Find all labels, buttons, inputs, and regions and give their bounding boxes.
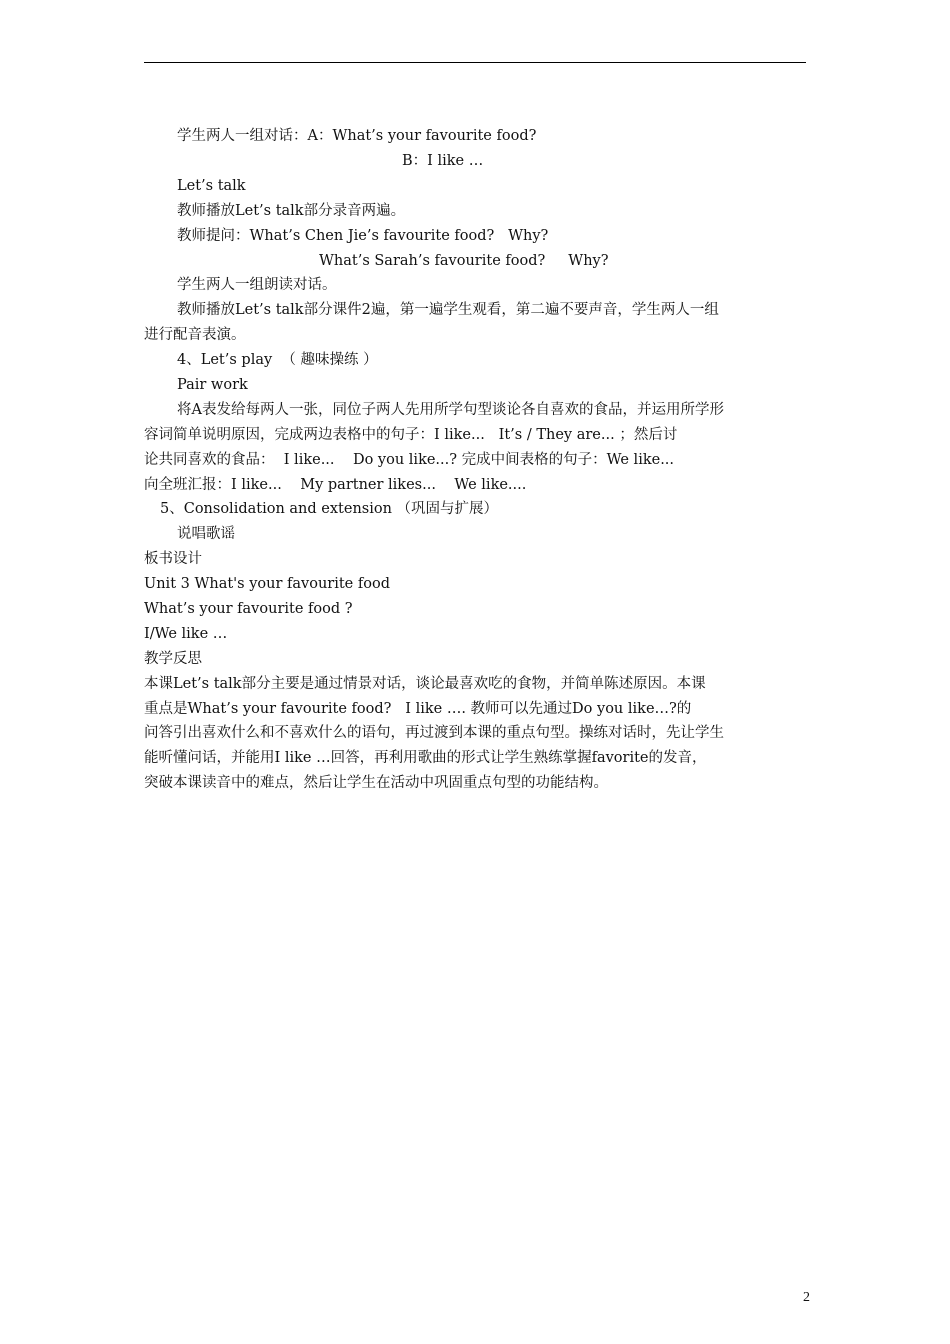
section-heading: 5、Consolidation and extension （巩固与扩展）	[160, 501, 499, 517]
text-line: What’s your favourite food ?	[144, 601, 353, 617]
text-line: 进行配音表演。	[144, 327, 246, 343]
section-heading: 教学反思	[144, 651, 202, 667]
text-line: 教师提问：What’s Chen Jie’s favourite food? Why?	[177, 228, 549, 244]
text-line: I/We like …	[144, 626, 228, 642]
page-number: 2	[803, 1290, 810, 1305]
text-line: 重点是What’s your favourite food? I like …. 教师可以先通过Do you like…?的	[144, 701, 692, 717]
text-line: 论共同喜欢的食品： I like... Do you like...? 完成中间表格的句子：We like...	[144, 452, 675, 468]
text-line: 向全班汇报：I like... My partner likes... We like....	[144, 477, 527, 493]
text-line: 容词简单说明原因，完成两边表格中的句子：I like... It’s / They are... ；然后讨	[144, 427, 678, 443]
text-line: 学生两人一组对话：A：What’s your favourite food?	[177, 128, 537, 144]
text-line: Pair work	[177, 377, 248, 393]
text-line: B：I like …	[402, 153, 484, 169]
text-line: 学生两人一组朗读对话。	[177, 277, 337, 293]
text-line: Unit 3 What's your favourite food	[144, 576, 390, 592]
text-line: 教师播放Let’s talk部分录音两遍。	[177, 203, 406, 219]
text-line: 能听懂问话，并能用I like …回答，再利用歌曲的形式让学生熟练掌握favorite的发音，	[144, 750, 707, 766]
text-line: Let’s talk	[177, 178, 246, 194]
text-line: 突破本课读音中的难点，然后让学生在活动中巩固重点句型的功能结构。	[144, 775, 608, 791]
section-heading: 4、Let’s play （ 趣味操练 ）	[177, 352, 378, 368]
text-line: 问答引出喜欢什么和不喜欢什么的语句，再过渡到本课的重点句型。操练对话时，先让学生	[144, 725, 724, 741]
text-line: 将A表发给每两人一张，同位子两人先用所学句型谈论各自喜欢的食品，并运用所学形	[177, 402, 724, 418]
text-line: 说唱歌谣	[177, 526, 235, 542]
section-heading: 板书设计	[144, 551, 202, 567]
text-line: What’s Sarah’s favourite food? Why?	[319, 253, 609, 269]
text-line: 教师播放Let’s talk部分课件2遍，第一遍学生观看，第二遍不要声音，学生两人一组	[177, 302, 719, 318]
header-rule	[144, 62, 806, 63]
text-line: 本课Let’s talk部分主要是通过情景对话，谈论最喜欢吃的食物，并简单陈述原因。本课	[144, 676, 706, 692]
